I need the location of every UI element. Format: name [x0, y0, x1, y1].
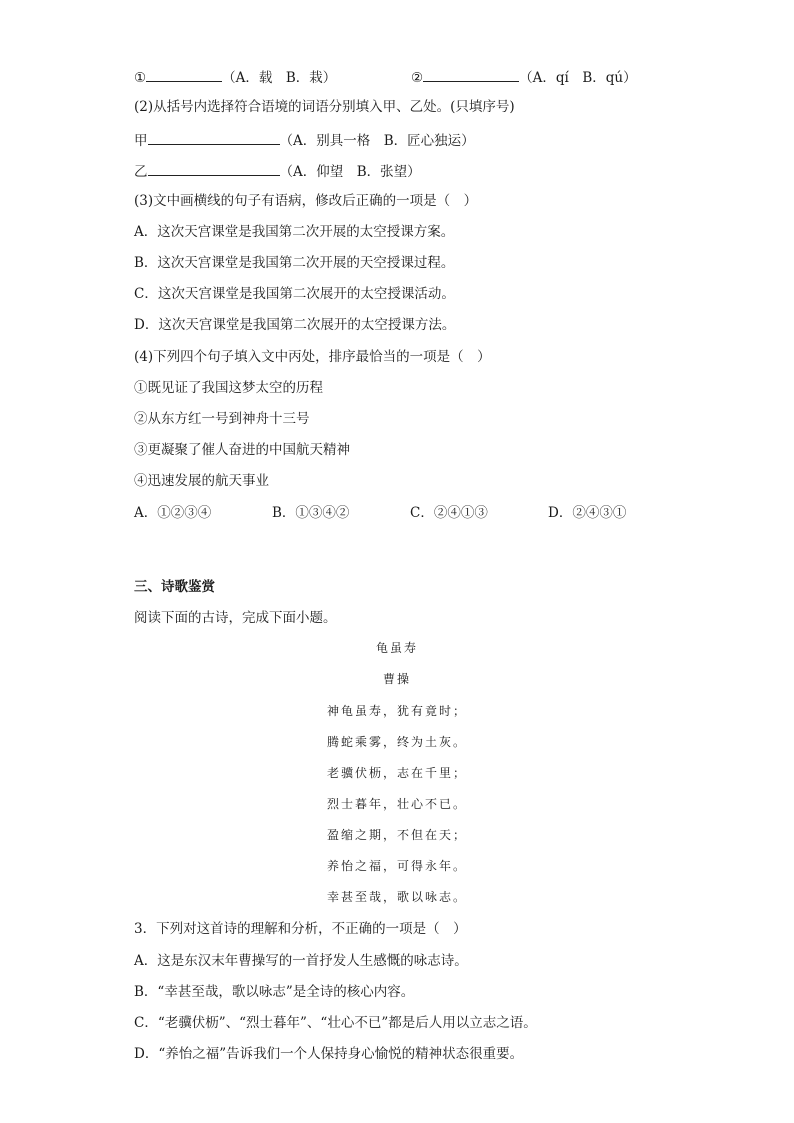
poem-line-6: 养怡之福，可得永年。 — [326, 859, 467, 873]
blank-1-options: （A．载 B．栽） — [222, 70, 337, 86]
yi-answer-blank[interactable] — [148, 161, 280, 176]
q2-4-prompt: (4)下列四个句子填入文中丙处，排序最恰当的一项是（ ） — [134, 349, 491, 365]
poem-line-5: 盈缩之期，不但在天； — [326, 828, 467, 842]
q3-option-a: A．这是东汉末年曹操写的一首抒发人生感慨的咏志诗。 — [134, 953, 468, 969]
q2-1-row-second — [411, 67, 637, 87]
blank-2-number: ② — [411, 70, 424, 86]
q3-option-d: D．“养怡之福”告诉我们一个人保持身心愉悦的精神状态很重要。 — [134, 1046, 524, 1062]
q2-3-option-d: D．这次天宫课堂是我国第二次展开的太空授课方法。 — [134, 317, 456, 333]
sentence-4: ④迅速发展的航天事业 — [134, 473, 269, 489]
q2-4-choice-c: C．②④①③ — [410, 505, 488, 521]
q2-3-prompt: (3)文中画横线的句子有语病，修改后正确的一项是（ ） — [134, 193, 478, 209]
jia-options: （A．别具一格 B．匠心独运） — [279, 133, 475, 149]
q2-3-option-c: C．这次天宫课堂是我国第二次展开的太空授课活动。 — [134, 286, 455, 302]
q2-2-prompt: (2)从括号内选择符合语境的词语分别填入甲、乙处。(只填序号) — [134, 99, 515, 115]
q2-4-choice-a: A．①②③④ — [134, 505, 212, 521]
jia-label: 甲 — [134, 133, 148, 149]
poem-author: 曹操 — [382, 672, 411, 686]
q3-option-c: C．“老骥伏枥”、“烈士暮年”、“壮心不已”都是后人用以立志之语。 — [134, 1015, 537, 1031]
sentence-1: ①既见证了我国这梦太空的历程 — [134, 380, 323, 396]
answer-blank-2[interactable] — [423, 67, 519, 82]
jia-answer-blank[interactable] — [148, 130, 280, 145]
poem-line-4: 烈士暮年，壮心不已。 — [326, 797, 467, 811]
section-3-heading: 三、诗歌鉴赏 — [134, 579, 215, 595]
answer-blank-1[interactable] — [146, 67, 222, 82]
poem-line-1: 神龟虽寿，犹有竟时； — [326, 704, 467, 718]
yi-row — [134, 161, 421, 181]
q2-4-choice-d: D．②④③① — [548, 505, 627, 521]
poem-line-7: 幸甚至哉，歌以咏志。 — [326, 890, 467, 904]
poem-title: 龟虽寿 — [375, 641, 418, 655]
blank-1-number: ① — [134, 70, 147, 86]
section-3-instruction: 阅读下面的古诗，完成下面小题。 — [134, 610, 337, 626]
q2-3-option-a: A．这次天宫课堂是我国第二次开展的太空授课方案。 — [134, 224, 455, 240]
blank-2-options: （A．qí B．qú） — [519, 70, 637, 86]
yi-options: （A．仰望 B．张望） — [279, 164, 421, 180]
q3-option-b: B．“幸甚至哉，歌以咏志”是全诗的核心内容。 — [134, 984, 415, 1000]
q2-4-choice-b: B．①③④② — [272, 505, 350, 521]
q3-prompt: 3．下列对这首诗的理解和分析，不正确的一项是（ ） — [134, 921, 467, 937]
yi-label: 乙 — [134, 164, 148, 180]
q2-3-option-b: B．这次天宫课堂是我国第二次开展的天空授课过程。 — [134, 255, 455, 271]
sentence-3: ③更凝聚了催人奋进的中国航天精神 — [134, 442, 350, 458]
sentence-2: ②从东方红一号到神舟十三号 — [134, 411, 310, 427]
poem-line-2: 腾蛇乘雾，终为土灰。 — [326, 735, 467, 749]
q2-1-row — [134, 67, 336, 87]
poem-line-3: 老骥伏枥，志在千里； — [326, 766, 467, 780]
jia-row — [134, 130, 475, 150]
